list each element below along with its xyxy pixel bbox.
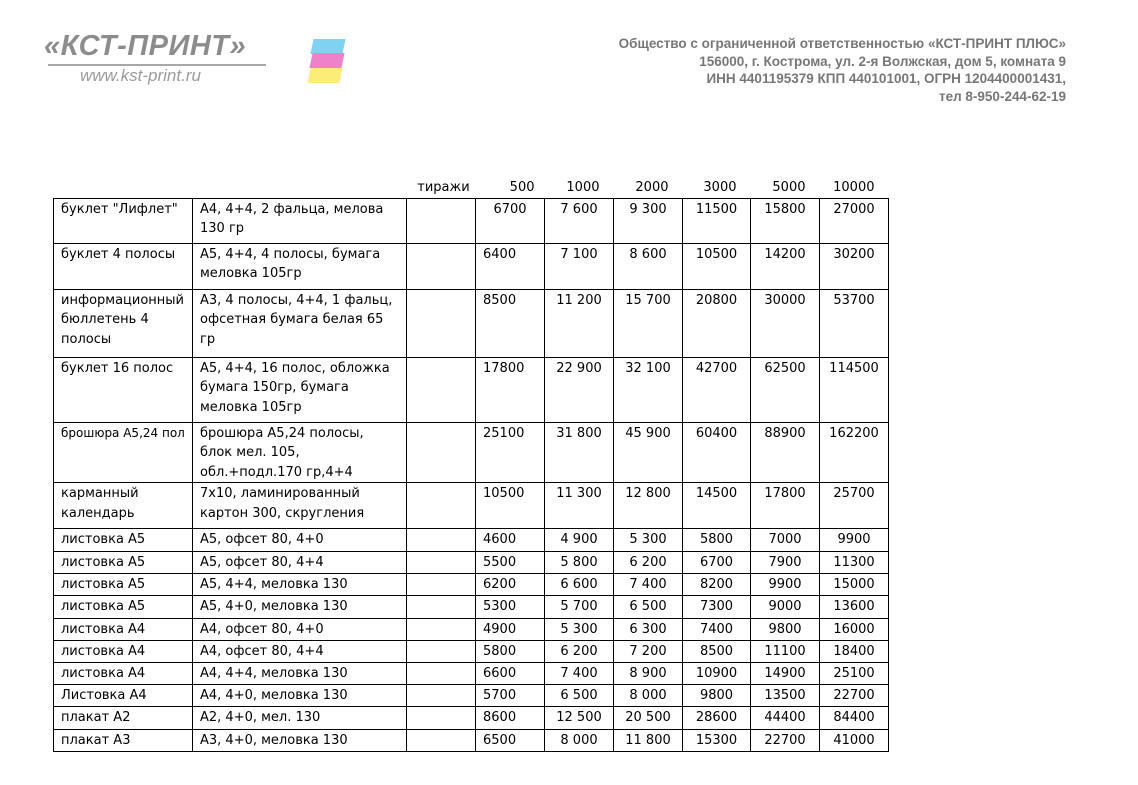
product-spec: А5, 4+0, меловка 130 (193, 596, 407, 619)
table-row (54, 596, 889, 619)
price-cell: 6500 (476, 730, 545, 752)
product-name: плакат А2 (54, 707, 193, 730)
product-name: буклет 4 полосы (54, 243, 193, 289)
empty-cell (407, 483, 476, 529)
price-table (53, 178, 889, 752)
price-cell: 4900 (476, 619, 545, 641)
empty-cell (407, 641, 476, 663)
product-name: листовка А5 (54, 596, 193, 619)
price-cell: 5700 (476, 685, 545, 707)
price-cell: 6 200 (545, 641, 614, 663)
price-cell: 12 500 (545, 707, 614, 730)
table-row (54, 529, 889, 552)
price-cell: 20 500 (614, 707, 683, 730)
price-cell: 17800 (751, 483, 820, 529)
price-cell: 8 600 (614, 243, 683, 289)
price-cell: 31 800 (545, 422, 614, 483)
price-cell: 25100 (476, 422, 545, 483)
empty-cell (407, 289, 476, 357)
company-header (619, 35, 1066, 105)
price-cell: 22700 (751, 730, 820, 752)
product-spec: А5, 4+4, 16 полос, обложка бумага 150гр, бумага меловка 105гр (193, 357, 407, 422)
product-spec: А3, 4+0, меловка 130 (193, 730, 407, 752)
product-name: Листовка А4 (54, 685, 193, 707)
price-cell: 162200 (820, 422, 889, 483)
price-cell: 13600 (820, 596, 889, 619)
product-name: брошюра А5,24 пол (54, 422, 193, 483)
price-cell: 11300 (820, 552, 889, 574)
price-cell: 13500 (751, 685, 820, 707)
quantity-header: 2000 (635, 180, 669, 195)
empty-cell (407, 685, 476, 707)
price-cell: 5 800 (545, 552, 614, 574)
price-cell: 11100 (751, 641, 820, 663)
price-cell: 84400 (820, 707, 889, 730)
price-cell: 114500 (820, 357, 889, 422)
price-cell: 88900 (751, 422, 820, 483)
price-cell: 8 000 (614, 685, 683, 707)
product-name: листовка А5 (54, 552, 193, 574)
empty-cell (407, 357, 476, 422)
logo-url: www.kst-print.ru (80, 66, 201, 85)
company-registration: ИНН 4401195379 КПП 440101001, ОГРН 1204400001431, (706, 71, 1066, 86)
price-cell: 7000 (751, 529, 820, 552)
empty-cell (407, 663, 476, 685)
company-name: Общество с ограниченной ответственностью «КСТ-ПРИНТ ПЛЮС» (618, 36, 1066, 51)
price-cell: 5 700 (545, 596, 614, 619)
price-cell: 9000 (751, 596, 820, 619)
cyan-swatch-icon (310, 39, 345, 54)
price-cell: 20800 (683, 289, 751, 357)
price-cell: 5500 (476, 552, 545, 574)
empty-cell (407, 552, 476, 574)
price-cell: 6400 (476, 243, 545, 289)
price-cell: 7 200 (614, 641, 683, 663)
product-spec: 7х10, ламинированный картон 300, скругления (193, 483, 407, 529)
price-cell: 28600 (683, 707, 751, 730)
product-spec: А5, офсет 80, 4+4 (193, 552, 407, 574)
logo-name: «КСТ-ПРИНТ» (44, 30, 247, 62)
price-cell: 27000 (820, 198, 889, 243)
price-cell: 22 900 (545, 357, 614, 422)
empty-cell (407, 619, 476, 641)
price-cell: 12 800 (614, 483, 683, 529)
price-cell: 60400 (683, 422, 751, 483)
price-cell: 7 600 (545, 198, 614, 243)
price-cell: 14900 (751, 663, 820, 685)
price-cell: 6700 (683, 552, 751, 574)
price-cell: 8500 (476, 289, 545, 357)
price-cell: 6600 (476, 663, 545, 685)
product-spec: А4, 4+4, меловка 130 (193, 663, 407, 685)
price-cell: 5800 (683, 529, 751, 552)
table-header-row (54, 178, 889, 198)
empty-cell (407, 243, 476, 289)
price-cell: 45 900 (614, 422, 683, 483)
table-row (54, 685, 889, 707)
price-cell: 11500 (683, 198, 751, 243)
quantity-header: 500 (509, 180, 535, 195)
product-name: буклет "Лифлет" (54, 198, 193, 243)
price-cell: 44400 (751, 707, 820, 730)
price-cell: 9800 (751, 619, 820, 641)
price-cell: 18400 (820, 641, 889, 663)
quantity-header: 10000 (833, 180, 875, 195)
empty-cell (407, 198, 476, 243)
price-cell: 15300 (683, 730, 751, 752)
price-cell: 6200 (476, 574, 545, 596)
price-cell: 6700 (476, 198, 545, 243)
price-cell: 25100 (820, 663, 889, 685)
price-cell: 6 300 (614, 619, 683, 641)
product-name: информационный бюллетень 4 полосы (54, 289, 193, 357)
empty-cell (407, 422, 476, 483)
price-cell: 6 500 (545, 685, 614, 707)
price-cell: 8500 (683, 641, 751, 663)
price-cell: 9 300 (614, 198, 683, 243)
price-cell: 8 900 (614, 663, 683, 685)
price-cell: 7300 (683, 596, 751, 619)
price-cell: 11 800 (614, 730, 683, 752)
price-cell: 9800 (683, 685, 751, 707)
table-row (54, 243, 889, 289)
table-row (54, 619, 889, 641)
quantity-header: 5000 (772, 180, 806, 195)
quantity-header: 1000 (566, 180, 600, 195)
table-row (54, 422, 889, 483)
table-row (54, 641, 889, 663)
table-row (54, 552, 889, 574)
price-cell: 11 300 (545, 483, 614, 529)
price-cell: 8600 (476, 707, 545, 730)
price-cell: 17800 (476, 357, 545, 422)
price-cell: 10900 (683, 663, 751, 685)
price-cell: 5300 (476, 596, 545, 619)
product-name: листовка А4 (54, 641, 193, 663)
product-name: плакат А3 (54, 730, 193, 752)
table-row (54, 357, 889, 422)
price-cell: 7900 (751, 552, 820, 574)
product-name: буклет 16 полос (54, 357, 193, 422)
price-cell: 42700 (683, 357, 751, 422)
price-cell: 5 300 (614, 529, 683, 552)
empty-cell (407, 596, 476, 619)
product-spec: А4, 4+0, меловка 130 (193, 685, 407, 707)
empty-cell (407, 707, 476, 730)
product-spec: А4, офсет 80, 4+0 (193, 619, 407, 641)
company-phone: тел 8-950-244-62-19 (938, 88, 1066, 104)
table-row (54, 707, 889, 730)
quantity-header: 3000 (703, 180, 737, 195)
price-cell: 7 400 (545, 663, 614, 685)
price-cell: 62500 (751, 357, 820, 422)
product-spec: А2, 4+0, мел. 130 (193, 707, 407, 730)
price-cell: 5 300 (545, 619, 614, 641)
table-row (54, 663, 889, 685)
logo (44, 30, 306, 90)
product-name: листовка А5 (54, 529, 193, 552)
price-cell: 11 200 (545, 289, 614, 357)
price-cell: 30200 (820, 243, 889, 289)
price-cell: 7 100 (545, 243, 614, 289)
price-cell: 9900 (820, 529, 889, 552)
product-name: листовка А5 (54, 574, 193, 596)
product-name: карманный календарь (54, 483, 193, 529)
print-run-label-text: тиражи (417, 180, 470, 195)
empty-cell (407, 730, 476, 752)
price-cell: 4 900 (545, 529, 614, 552)
price-cell: 15 700 (614, 289, 683, 357)
price-cell: 10500 (476, 483, 545, 529)
product-name: листовка А4 (54, 619, 193, 641)
product-name: листовка А4 (54, 663, 193, 685)
product-spec: А4, офсет 80, 4+4 (193, 641, 407, 663)
table-row (54, 198, 889, 243)
price-cell: 15800 (751, 198, 820, 243)
product-spec: А4, 4+4, 2 фальца, мелова 130 гр (193, 198, 407, 243)
price-cell: 15000 (820, 574, 889, 596)
table-row (54, 483, 889, 529)
price-cell: 6 600 (545, 574, 614, 596)
price-cell: 30000 (751, 289, 820, 357)
empty-cell (407, 574, 476, 596)
product-spec: А3, 4 полосы, 4+4, 1 фальц, офсетная бумага белая 65 гр (193, 289, 407, 357)
price-cell: 6 200 (614, 552, 683, 574)
price-cell: 5800 (476, 641, 545, 663)
empty-cell (407, 529, 476, 552)
price-cell: 10500 (683, 243, 751, 289)
price-cell: 8 000 (545, 730, 614, 752)
company-address: 156000, г. Кострома, ул. 2-я Волжская, дом 5, комната 9 (699, 53, 1066, 69)
table-row (54, 730, 889, 752)
price-cell: 7 400 (614, 574, 683, 596)
price-cell: 7400 (683, 619, 751, 641)
product-spec: брошюра А5,24 полосы, блок мел. 105, обл.+подл.170 гр,4+4 (193, 422, 407, 483)
price-cell: 16000 (820, 619, 889, 641)
product-spec: А5, офсет 80, 4+0 (193, 529, 407, 552)
table-row (54, 574, 889, 596)
price-cell: 14500 (683, 483, 751, 529)
price-cell: 22700 (820, 685, 889, 707)
magenta-swatch-icon (309, 53, 344, 68)
product-spec: А5, 4+4, меловка 130 (193, 574, 407, 596)
table-row (54, 289, 889, 357)
price-cell: 9900 (751, 574, 820, 596)
price-cell: 4600 (476, 529, 545, 552)
product-spec: А5, 4+4, 4 полосы, бумага меловка 105гр (193, 243, 407, 289)
price-cell: 41000 (820, 730, 889, 752)
price-cell: 8200 (683, 574, 751, 596)
price-cell: 53700 (820, 289, 889, 357)
price-cell: 25700 (820, 483, 889, 529)
yellow-swatch-icon (307, 68, 342, 83)
price-cell: 6 500 (614, 596, 683, 619)
price-cell: 14200 (751, 243, 820, 289)
price-cell: 32 100 (614, 357, 683, 422)
print-run-label (407, 178, 545, 198)
